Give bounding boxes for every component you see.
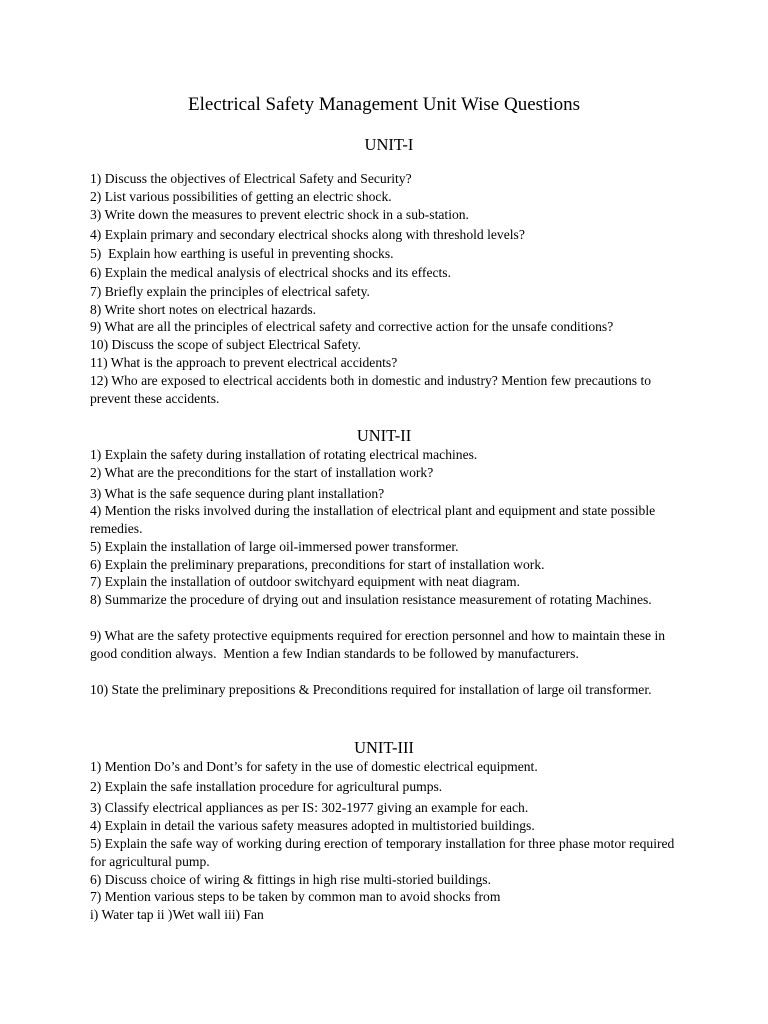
question-item: 12) Who are exposed to electrical accidents both in domestic and industry? Mention few precautions to prevent these accidents. <box>90 373 655 406</box>
question-item: 4) Mention the risks involved during the installation of electrical plant and equipment and state possible remedies. <box>90 503 659 536</box>
question-item: 2) What are the preconditions for the start of installation work? <box>90 465 434 480</box>
question-item: 8) Summarize the procedure of drying out and insulation resistance measurement of rotating Machines. <box>90 592 652 607</box>
unit-heading-3: UNIT-III <box>354 738 414 757</box>
question-item: 4) Explain in detail the various safety measures adopted in multistoried buildings. <box>90 818 535 833</box>
question-item: 3) Write down the measures to prevent electric shock in a sub-station. <box>90 207 469 222</box>
question-item: 9) What are all the principles of electrical safety and corrective action for the unsafe conditions? <box>90 319 614 334</box>
document-title: Electrical Safety Management Unit Wise Questions <box>188 94 580 115</box>
question-item: 7) Mention various steps to be taken by common man to avoid shocks from <box>90 889 501 904</box>
question-item: 7) Briefly explain the principles of electrical safety. <box>90 284 370 299</box>
unit-heading-1: UNIT-I <box>364 135 414 154</box>
question-item: 1) Explain the safety during installation of rotating electrical machines. <box>90 447 478 462</box>
question-item: 5) Explain the safe way of working during erection of temporary installation for three phase motor required for agricultural pump. <box>90 836 678 869</box>
question-item: 8) Write short notes on electrical hazards. <box>90 302 317 317</box>
question-item: 6) Explain the medical analysis of electrical shocks and its effects. <box>90 265 451 280</box>
question-item: 2) Explain the safe installation procedure for agricultural pumps. <box>90 779 443 794</box>
question-item: 10) State the preliminary prepositions & Preconditions required for installation of large oil transformer. <box>90 682 652 697</box>
question-item: 5) Explain how earthing is useful in preventing shocks. <box>90 246 394 261</box>
question-item: 3) What is the safe sequence during plant installation? <box>90 486 385 501</box>
question-item: 2) List various possibilities of getting an electric shock. <box>90 189 392 204</box>
question-item: 6) Discuss choice of wiring & fittings in high rise multi-storied buildings. <box>90 872 491 887</box>
question-item: 11) What is the approach to prevent electrical accidents? <box>90 355 398 370</box>
question-item: 5) Explain the installation of large oil-immersed power transformer. <box>90 539 459 554</box>
question-item: 3) Classify electrical appliances as per IS: 302-1977 giving an example for each. <box>90 800 529 815</box>
unit-heading-2: UNIT-II <box>356 426 412 445</box>
question-item: 4) Explain primary and secondary electrical shocks along with threshold levels? <box>90 227 525 242</box>
question-item: 9) What are the safety protective equipments required for erection personnel and how to maintain these in good condition always. Mention a few Indian standards to be followed by manufacturers. <box>90 628 669 661</box>
question-item: 10) Discuss the scope of subject Electrical Safety. <box>90 337 361 352</box>
question-item: 7) Explain the installation of outdoor switchyard equipment with neat diagram. <box>90 574 520 589</box>
question-item: 6) Explain the preliminary preparations, preconditions for start of installation work. <box>90 557 545 572</box>
question-item: i) Water tap ii )Wet wall iii) Fan <box>90 907 264 922</box>
question-item: 1) Mention Do’s and Dont’s for safety in the use of domestic electrical equipment. <box>90 759 538 774</box>
question-item: 1) Discuss the objectives of Electrical Safety and Security? <box>90 171 412 186</box>
